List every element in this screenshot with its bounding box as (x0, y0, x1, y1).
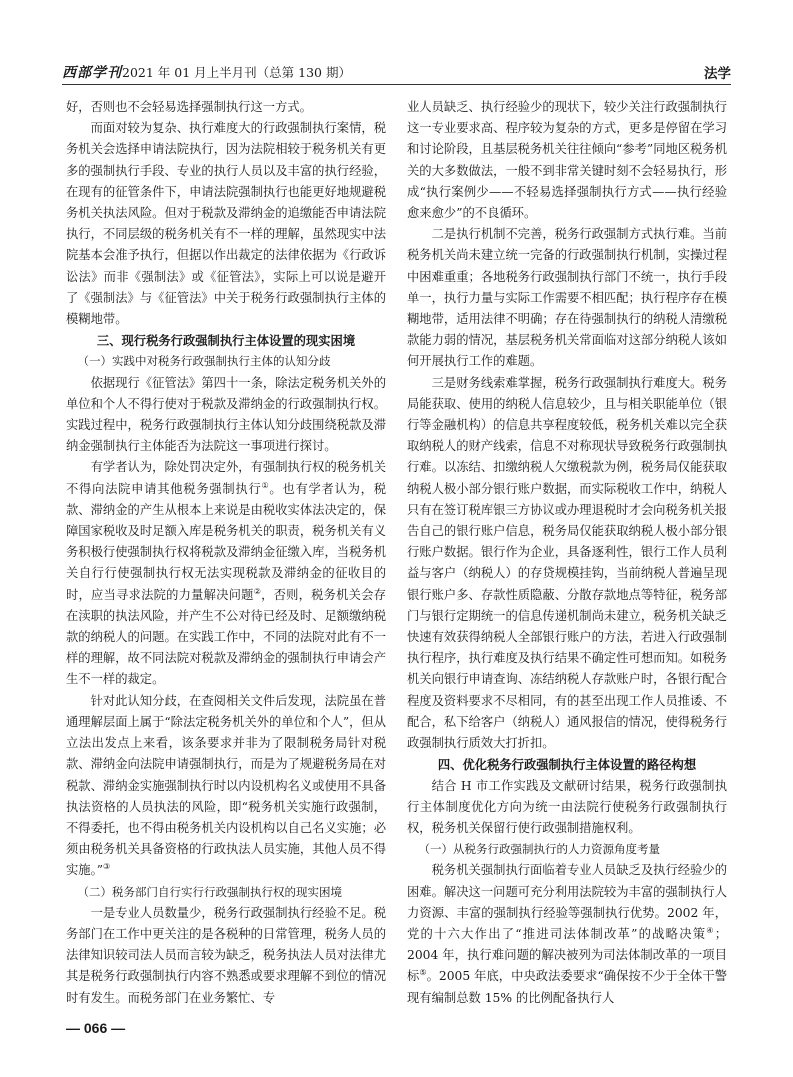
paragraph: 好，否则也不会轻易选择强制执行这一方式。 (66, 100, 312, 114)
subsection-heading: （一）实践中对税务行政强制执行主体的认知分歧 (77, 354, 331, 369)
issue-label: 2021 年 01 月上半月刊（总第 130 期） (122, 65, 351, 80)
section-heading: 三、现行税务行政强制执行主体设置的现实困境 (96, 333, 356, 349)
paragraph: 有学者认为，除处罚决定外，有强制执行权的税务机关不得向法院申请其他税务强制执行①。也有学者认为，税款、滞纳金的产生从根本上来说是由税收实体法决定的，保障国家税收及时足额入库是税务机关的职责，税务机关有义务积极行使强制执行权将税款及滞纳金征缴入库，当税务机关自行行使强制执行权无法实现税款及滞纳金的征收目的时，应当寻求法院的力量解决问题②，否则，税务机关会存在渎职的执法风险，并产生不公对待已经及时、足额缴纳税款的纳税人的问题。在实践工作中，不同的法院对此有不一样的理解，故不同法院对税款及滞纳金的强制执行申请会产生不一样的裁定。 (66, 460, 386, 687)
footnote-ref[interactable]: ③ (103, 862, 111, 872)
page-header (62, 58, 731, 85)
paragraph: 业人员缺乏、执行经验少的现状下，较少关注行政强制执行这一专业要求高、程序较为复杂的方式，更多是停留在学习和讨论阶段，且基层税务机关往往倾向“参考”同地区税务机关的大多数做法，一般不到非常关键时刻不会轻易执行，形成“执行案例少——不轻易选择强制执行方式——执行经验愈来愈少”的不良循环。 (407, 100, 727, 221)
page-number: — 066 — (66, 1020, 126, 1036)
paragraph: 结合 H 市工作实践及文献研讨结果，税务行政强制执行主体制度优化方向为统一由法院行使税务行政强制执行权，税务机关保留行使行政强制措施权利。 (407, 778, 727, 835)
footnote-ref[interactable]: ② (253, 586, 262, 596)
footnote-ref[interactable]: ⑤ (419, 968, 427, 978)
footnote-ref[interactable]: ④ (706, 925, 715, 935)
right-column (407, 97, 727, 1009)
paragraph: 一是专业人员数量少，税务行政强制执行经验不足。税务部门在工作中更关注的是各税种的日常管理，税务人员的法律知识较司法人员而言较为缺乏，税务执法人员对法律尤其是税务行政强制执行内容不熟悉或要求理解不到位的情况时有发生。而税务部门在业务繁忙、专 (66, 905, 386, 1005)
subsection-heading: （一）从税务行政强制执行的人力资源角度考量 (418, 842, 660, 857)
subsection-heading: （二）税务部门自行实行行政强制执行权的现实困境 (77, 884, 342, 899)
left-column (66, 97, 386, 1009)
section-heading: 四、优化税务行政强制执行主体设置的路径构想 (437, 757, 697, 773)
footnote-ref[interactable]: ① (261, 480, 270, 490)
paragraph: 依据现行《征管法》第四十一条，除法定税务机关外的单位和个人不得行使对于税款及滞纳金的行政强制执行权。实践过程中，税务行政强制执行主体认知分歧围绕税款及滞纳金强制执行主体能否为法院这一事项进行探讨。 (66, 375, 386, 454)
section-label: 法学 (704, 66, 731, 82)
paragraph: 而面对较为复杂、执行难度大的行政强制执行案情，税务机关会选择申请法院执行，因为法院相较于税务机关有更多的强制执行手段、专业的执行人员以及丰富的执行经验，在现有的征管条件下，申请法院强制执行也能更好地规避税务机关执法风险。但对于税款及滞纳金的追缴能否申请法院执行，不同层级的税务机关有不一样的理解，虽然现实中法院基本会准予执行，但据以作出裁定的法律依据为《行政诉讼法》而非《强制法》或《征管法》，实际上可以说是避开了《强制法》与《征管法》中关于税务行政强制执行主体的模糊地带。 (66, 121, 386, 327)
paragraph: 针对此认知分歧，在查阅相关文件后发现，法院虽在普通理解层面上属于“除法定税务机关外的单位和个人”，但从立法出发点上来看，该条要求并非为了限制税务局针对税款、滞纳金向法院申请强制执行，而是为了规避税务局在对税款、滞纳金实施强制执行时以内设机构名义或使用不具备执法资格的人员执法的风险，即“税务机关实施行政强制，不得委托，也不得由税务机关内设机构以自己名义实施；必须由税务机关具备资格的行政执法人员实施，其他人员不得实施。”③ (66, 693, 386, 878)
journal-logo: 西部学刊 (62, 65, 122, 81)
paragraph: 三是财务线索难掌握，税务行政强制执行难度大。税务局能获取、使用的纳税人信息较少，且与相关职能单位（银行等金融机构）的信息共享程度较低，税务机关难以完全获取纳税人的财产线索，信息不对称现状导致税务行政强制执行难。以冻结、扣缴纳税人欠缴税款为例，税务局仅能获取纳税人极小部分银行账户数据，而实际税收工作中，纳税人只有在签订税库银三方协议或办理退税时才会向税务机关报告自己的银行账户信息，税务局仅能获取纳税人极小部分银行账户数据。银行作为企业，具备逐利性，银行工作人员利益与客户（纳税人）的存贷规模挂钩，当前纳税人普遍呈现银行账户多、存款性质隐蔽、分散存款地点等特征，税务部门与银行定期统一的信息传递机制尚未建立，税务机关缺乏快速有效获得纳税人全部银行账户的方法，若进入行政强制执行程序，执行难度及执行结果不确定性可想而知。如税务机关向银行申请查询、冻结纳税人存款账户时，各银行配合程度及资料要求不尽相同，有的甚至出现工作人员推诿、不配合，私下给客户（纳税人）通风报信的情况，使得税务行政强制执行质效大打折扣。 (407, 375, 727, 751)
paragraph: 二是执行机制不完善，税务行政强制方式执行难。当前税务机关尚未建立统一完备的行政强制执行机制，实操过程中困难重重；各地税务行政强制执行部门不统一，执行手段单一，执行力量与实际工作需要不相匹配；执行程序存在模糊地带，适用法律不明确；存在待强制执行的纳税人清缴税款能力弱的情况，基层税务机关常面临对这部分纳税人该如何开展执行工作的难题。 (407, 227, 727, 369)
header-issue-info (62, 62, 351, 82)
paragraph: 税务机关强制执行面临着专业人员缺乏及执行经验少的困难。解决这一问题可充分利用法院较为丰富的强制执行人力资源、丰富的强制执行经验等强制执行优势。2002 年，党的十六大作出了“推进司法体制改革”的战略决策④；2004 年，执行难问题的解决被列为司法体制改革的一项目标⑤。2005 年底，中央政法委要求“确保按不少于全体干警现有编制总数 15% 的比例配备执行人 (407, 863, 728, 1005)
